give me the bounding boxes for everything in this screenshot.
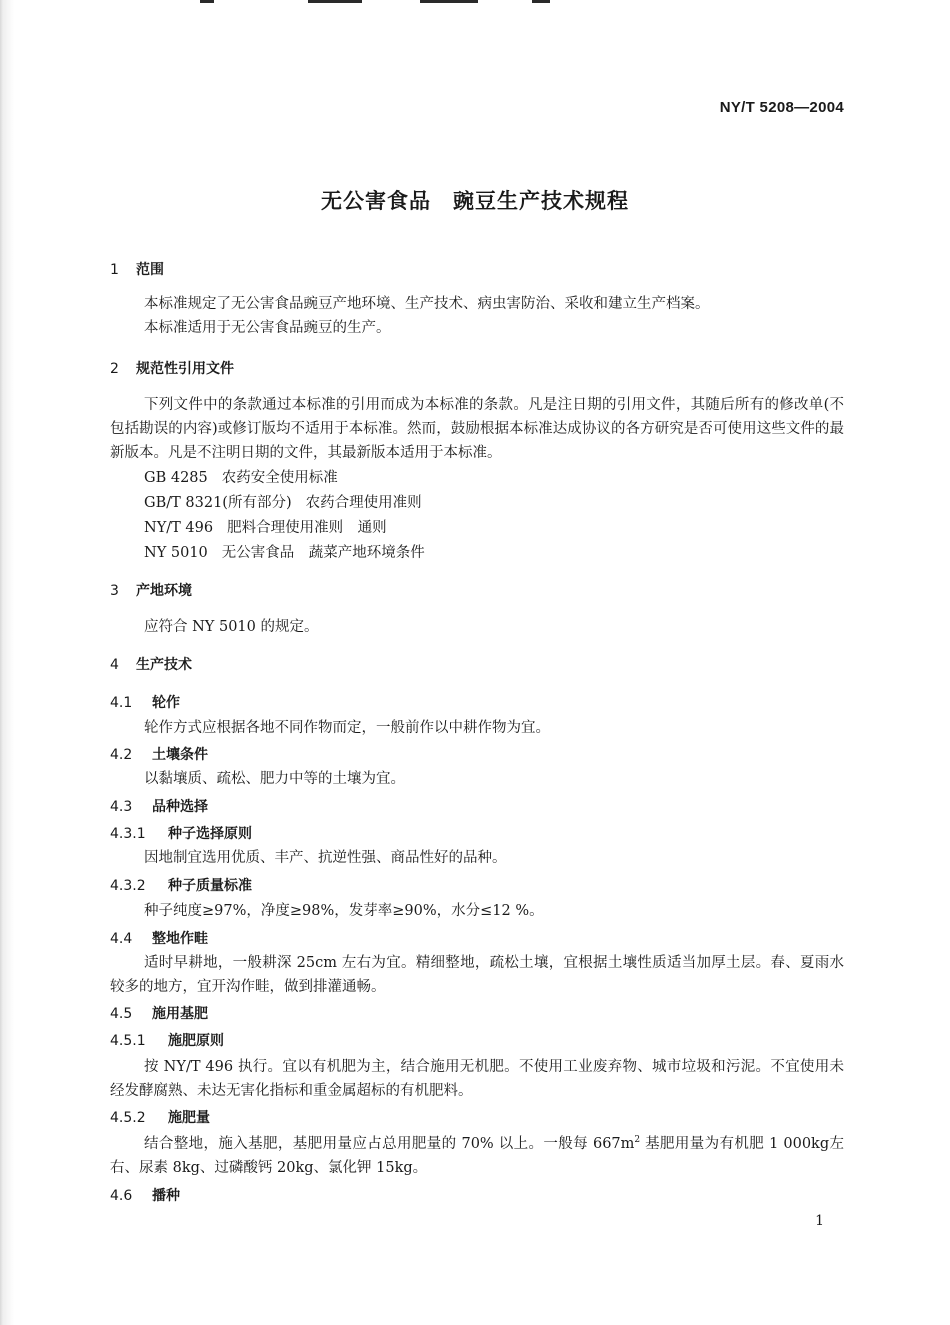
section-title: 整地作畦	[152, 931, 208, 947]
standard-number: NY/T 5208—2004	[719, 99, 844, 116]
section-heading	[110, 259, 164, 279]
section-number: 4.6	[110, 1188, 133, 1204]
paragraph: 因地制宜选用优质、丰产、抗逆性强、商品性好的品种。	[144, 850, 507, 866]
subsection-heading	[110, 796, 208, 816]
reference-code: NY/T 496	[144, 520, 214, 536]
section-title: 品种选择	[152, 799, 208, 815]
page-number: 1	[815, 1213, 824, 1229]
reference-item	[144, 466, 338, 487]
reference-code: NY 5010	[144, 545, 208, 561]
paragraph: 适时早耕地，一般耕深 25cm 左右为宜。精细整地，疏松土壤，宜根据土壤性质适当加厚土层。春、夏雨水较多的地方，宜开沟作畦，做到排灌通畅。	[110, 955, 844, 995]
section-number: 4	[110, 657, 119, 673]
section-number: 4.5	[110, 1006, 133, 1022]
section-title: 施肥原则	[168, 1033, 224, 1049]
section-number: 2	[110, 361, 119, 377]
reference-name: 农药合理使用准则	[305, 495, 422, 511]
subsection-heading	[110, 1003, 208, 1023]
paragraph-text: 基肥用量为有机肥 1 000kg左右、尿素 8kg、过磷酸钙 20kg、氯化钾 15kg。	[110, 1136, 845, 1176]
reference-code: GB/T 8321(所有部分)	[144, 495, 292, 511]
section-number: 1	[110, 262, 119, 278]
section-number: 4.5.2	[110, 1110, 146, 1126]
subsection-heading	[110, 823, 252, 843]
subsection-heading	[110, 1107, 210, 1127]
section-number: 4.3.1	[110, 826, 146, 842]
title-part-2: 豌豆生产技术规程	[453, 189, 629, 213]
paragraph: 种子纯度≥97%，净度≥98%，发芽率≥90%，水分≤12 %。	[144, 903, 544, 919]
reference-item	[144, 516, 387, 537]
reference-name: 农药安全使用标准	[221, 470, 338, 486]
section-title: 施肥量	[168, 1110, 210, 1126]
section-number: 4.1	[110, 695, 133, 711]
subsection-heading	[110, 928, 208, 948]
section-title: 产地环境	[136, 583, 192, 599]
section-title: 土壤条件	[152, 747, 208, 763]
section-title: 种子选择原则	[168, 826, 252, 842]
reference-item	[144, 541, 425, 562]
paragraph: 按 NY/T 496 执行。宜以有机肥为主，结合施用无机肥。不使用工业废弃物、城市垃圾和污泥。不宜使用未经发酵腐熟、未达无害化指标和重金属超标的有机肥料。	[110, 1059, 844, 1099]
paragraph: 以黏壤质、疏松、肥力中等的土壤为宜。	[144, 771, 405, 787]
reference-code: GB 4285	[144, 470, 208, 486]
subsection-heading	[110, 875, 252, 895]
section-title: 规范性引用文件	[136, 361, 234, 377]
section-number: 4.4	[110, 931, 133, 947]
reference-name: 无公害食品 蔬菜产地环境条件	[221, 545, 425, 561]
section-heading	[110, 580, 192, 600]
paragraph-text: 结合整地，施入基肥，基肥用量应占总用肥量的 70% 以上。一般每 667m	[144, 1136, 635, 1152]
paragraph: 下列文件中的条款通过本标准的引用而成为本标准的条款。凡是注日期的引用文件，其随后所有的修改单(不包括勘误的内容)或修订版均不适用于本标准。然而，鼓励根据本标准达成协议的各方研究是否可使用这些文件的最新版本。凡是不注明日期的文件，其最新版本适用于本标准。	[110, 397, 844, 461]
section-title: 种子质量标准	[168, 878, 252, 894]
section-number: 4.5.1	[110, 1033, 146, 1049]
superscript: 2	[634, 1135, 641, 1146]
section-number: 4.3.2	[110, 878, 146, 894]
subsection-heading	[110, 692, 180, 712]
reference-name: 肥料合理使用准则 通则	[227, 520, 387, 536]
paragraph: 本标准规定了无公害食品豌豆产地环境、生产技术、病虫害防治、采收和建立生产档案。	[144, 296, 710, 312]
subsection-heading	[110, 1185, 180, 1205]
section-title: 施用基肥	[152, 1006, 208, 1022]
scan-mark	[532, 0, 550, 3]
section-title: 播种	[152, 1188, 180, 1204]
scan-mark	[420, 0, 478, 3]
section-title: 轮作	[152, 695, 180, 711]
subsection-heading	[110, 744, 208, 764]
section-title: 生产技术	[136, 657, 192, 673]
scan-mark	[200, 0, 214, 3]
paragraph: 应符合 NY 5010 的规定。	[144, 619, 319, 635]
paragraph	[110, 1132, 844, 1180]
subsection-heading	[110, 1030, 224, 1050]
section-number: 4.3	[110, 799, 133, 815]
scan-mark	[308, 0, 362, 3]
paragraph: 本标准适用于无公害食品豌豆的生产。	[144, 320, 391, 336]
section-title: 范围	[136, 262, 164, 278]
section-heading	[110, 358, 234, 378]
reference-item	[144, 491, 422, 512]
section-number: 4.2	[110, 747, 133, 763]
document-title	[0, 185, 950, 215]
title-part-1: 无公害食品	[321, 189, 431, 213]
section-number: 3	[110, 583, 119, 599]
paragraph: 轮作方式应根据各地不同作物而定，一般前作以中耕作物为宜。	[144, 720, 550, 736]
section-heading	[110, 654, 192, 674]
